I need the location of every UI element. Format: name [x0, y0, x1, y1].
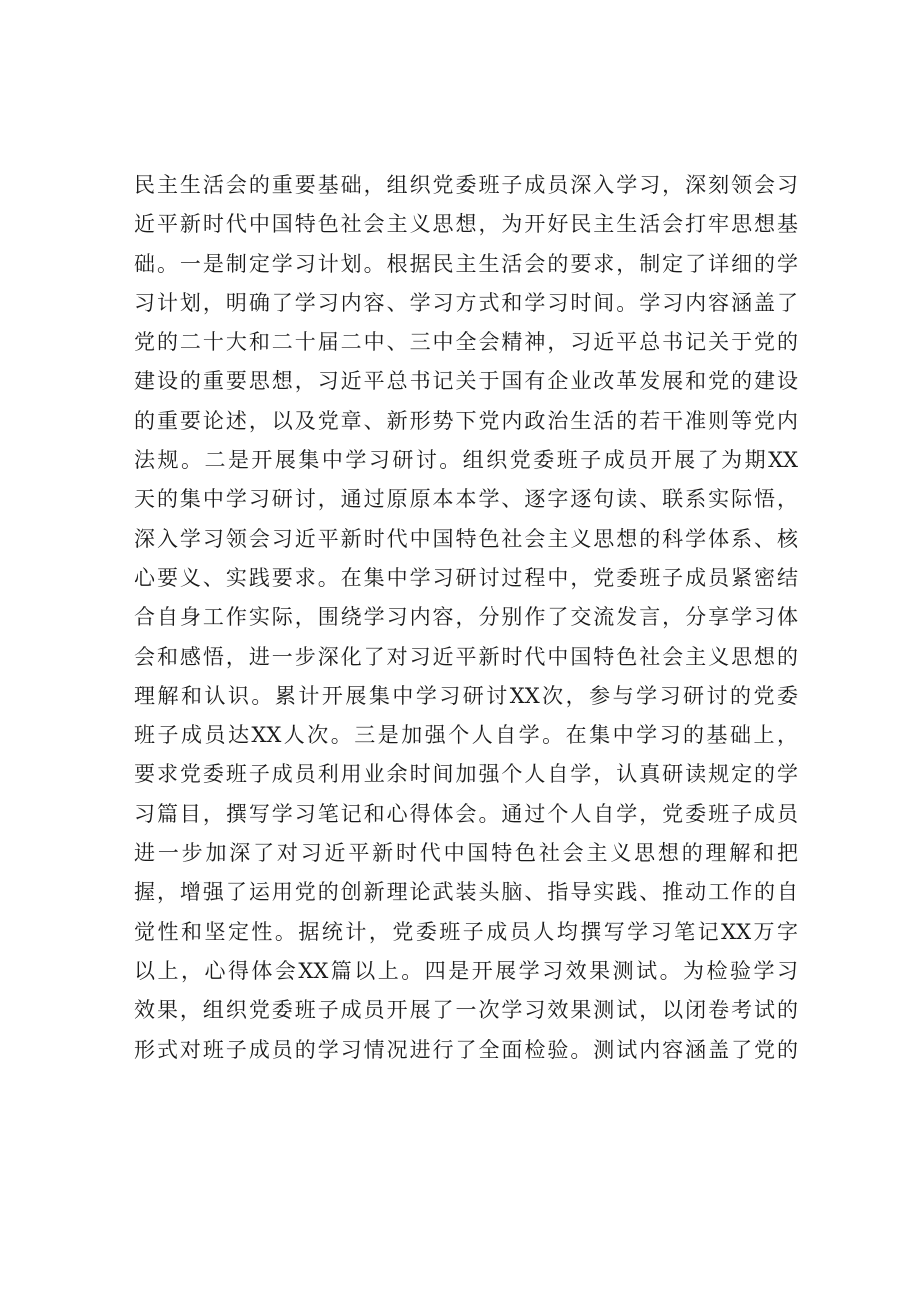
text-line: 进一步加深了对习近平新时代中国特色社会主义思想的理解和把 [134, 841, 798, 866]
text-line: 会和感悟，进一步深化了对习近平新时代中国特色社会主义思想的 [134, 644, 798, 669]
text-line: 的重要论述，以及党章、新形势下党内政治生活的若干准则等党内 [134, 408, 798, 433]
text-line: 心要义、实践要求。在集中学习研讨过程中，党委班子成员紧密结 [134, 565, 798, 590]
text-line: 习计划，明确了学习内容、学习方式和学习时间。学习内容涵盖了 [134, 290, 798, 315]
text-line: 深入学习领会习近平新时代中国特色社会主义思想的科学体系、核 [134, 526, 798, 551]
text-line: 近平新时代中国特色社会主义思想，为开好民主生活会打牢思想基 [134, 212, 798, 237]
text-line: 党的二十大和二十届二中、三中全会精神，习近平总书记关于党的 [134, 330, 798, 355]
text-line: 理解和认识。累计开展集中学习研讨XX次，参与学习研讨的党委 [134, 683, 798, 708]
text-line: 天的集中学习研讨，通过原原本本学、逐字逐句读、联系实际悟， [134, 487, 798, 512]
text-line: 握，增强了运用党的创新理论武装头脑、指导实践、推动工作的自 [134, 880, 798, 905]
text-line: 觉性和坚定性。据统计，党委班子成员人均撰写学习笔记XX万字 [134, 919, 798, 944]
text-line: 建设的重要思想，习近平总书记关于国有企业改革发展和党的建设 [134, 369, 798, 394]
text-line: 法规。二是开展集中学习研讨。组织党委班子成员开展了为期XX [134, 448, 798, 473]
text-line: 以上，心得体会XX篇以上。四是开展学习效果测试。为检验学习 [134, 958, 798, 983]
text-line: 班子成员达XX人次。三是加强个人自学。在集中学习的基础上， [134, 723, 798, 748]
text-line: 习篇目，撰写学习笔记和心得体会。通过个人自学，党委班子成员 [134, 801, 798, 826]
text-line: 础。一是制定学习计划。根据民主生活会的要求，制定了详细的学 [134, 251, 798, 276]
text-line: 民主生活会的重要基础，组织党委班子成员深入学习，深刻领会习 [134, 173, 798, 197]
text-line: 要求党委班子成员利用业余时间加强个人自学，认真研读规定的学 [134, 762, 798, 787]
body-paragraph [134, 166, 798, 1070]
text-line: 效果，组织党委班子成员开展了一次学习效果测试，以闭卷考试的 [134, 998, 798, 1023]
text-line: 形式对班子成员的学习情况进行了全面检验。测试内容涵盖了党的 [134, 1037, 798, 1062]
text-line: 合自身工作实际，围绕学习内容，分别作了交流发言，分享学习体 [134, 605, 798, 630]
